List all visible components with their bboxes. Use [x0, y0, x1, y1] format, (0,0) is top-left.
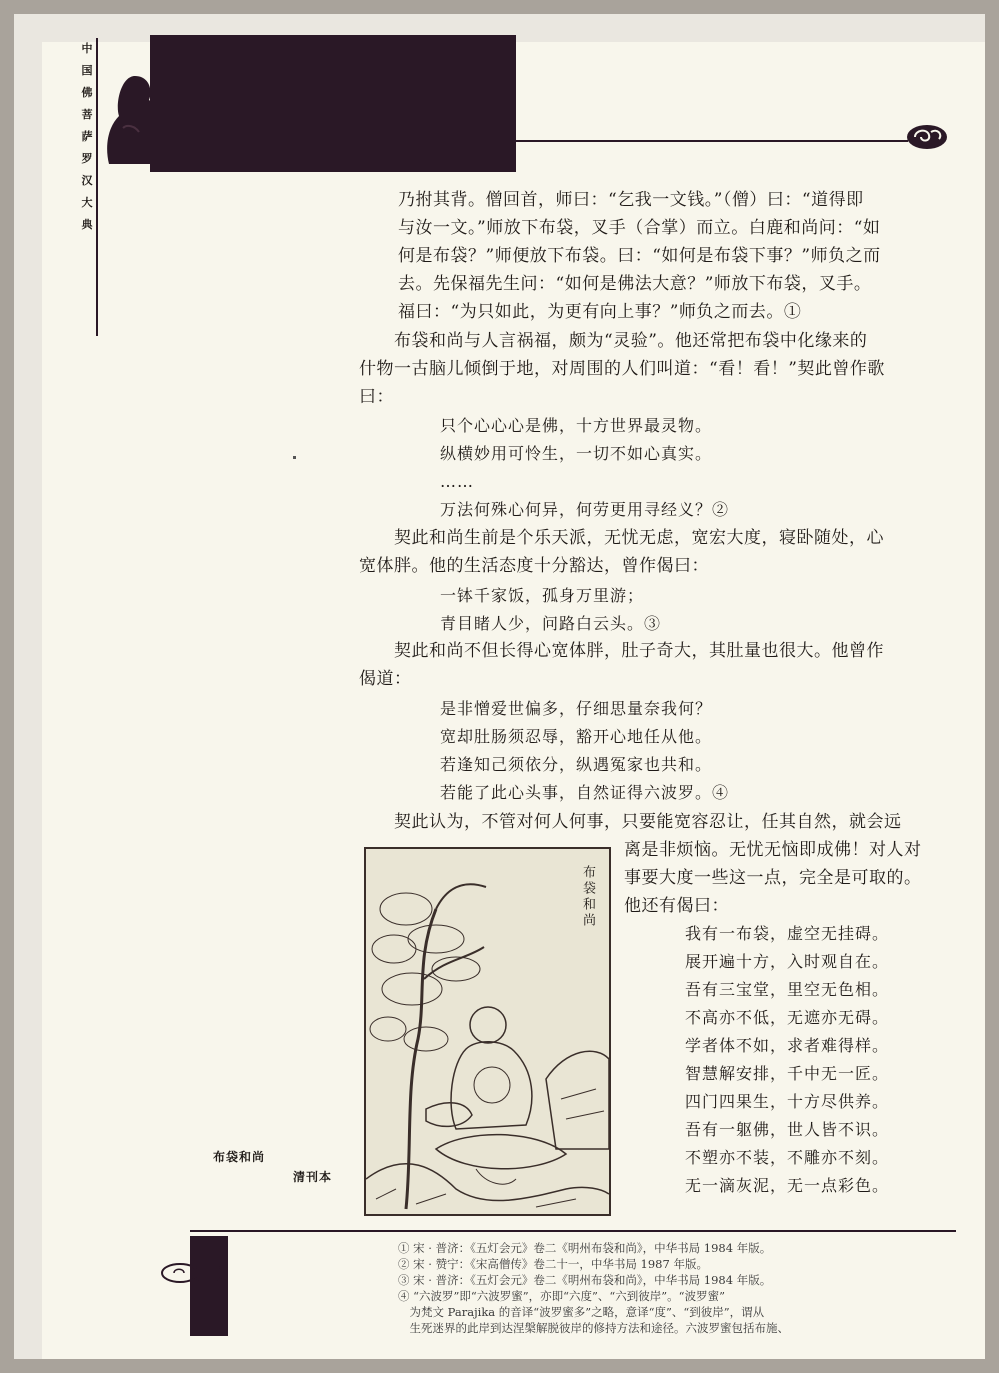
verse-cloth-bag: 我有一布袋，虚空无挂碍。 展开遍十方，入时观自在。 吾有三宝堂，里空无色相。 不高亦不低，无遮亦无碍。 学者体不如，求者难得样。 智慧解安排，千中无一匠。 四门四果生，十方尽供养。 吾有一躯佛，世人皆不识。 不塑亦不装，不雕亦不刻。 无一滴灰泥，无一点彩色。 — [685, 924, 890, 1195]
header-dark-block — [150, 35, 516, 172]
footnote-dark-bar — [190, 1236, 228, 1336]
footnote-4: ④ “六波罗”即“六波罗蜜”，亦即“六度”、“六到彼岸”。“波罗蜜” — [398, 1289, 725, 1303]
footnote-2: ② 宋 · 赞宁：《宋高僧传》卷二十一，中华书局 1987 年版。 — [398, 1257, 708, 1271]
book-series-title: 中 国 佛 菩 萨 罗 汉 大 典 — [81, 42, 93, 231]
illustration-title: 布袋和尚 — [580, 865, 595, 929]
side-rule — [96, 38, 98, 336]
cloud-ornament-icon — [905, 122, 949, 152]
header-rule — [516, 140, 908, 142]
footnote-3: ③ 宋 · 普济：《五灯会元》卷二《明州布袋和尚》，中华书局 1984 年版。 — [398, 1273, 772, 1287]
budai-woodcut-illustration — [364, 847, 611, 1216]
footnote-1: ① 宋 · 普济：《五灯会元》卷二《明州布袋和尚》，中华书局 1984 年版。 — [398, 1241, 772, 1255]
paragraph-conclusion: 契此认为，不管对何人何事，只要能宽容忍让，任其自然，就会远 — [359, 812, 902, 832]
footnotes — [398, 1240, 958, 1336]
footnote-4-cont2: 生死迷界的此岸到达涅槃解脱彼岸的修持方法和途径。六波罗蜜包括布施、 — [398, 1321, 789, 1335]
footnote-4-cont: 为梵文 Parajika 的音译“波罗蜜多”之略，意译“度”、“到彼岸”，谓从 — [398, 1305, 765, 1319]
paragraph-conclusion-wrap: 离是非烦恼。无忧无恼即成佛！对人对 事要大度一些这一点，完全是可取的。 他还有偈曰： — [624, 840, 922, 916]
speck — [293, 456, 296, 459]
verse-bowl: 一钵千家饭，孤身万里游； 青目睹人少，问路白云头。③ — [440, 586, 662, 633]
illustration-caption: 布袋和尚 — [213, 1150, 266, 1164]
footnote-cloud-ornament-icon — [160, 1262, 230, 1284]
paragraph-tolerance: 契此和尚不但长得心宽体胖，肚子奇大，其肚量也很大。他曾作 偈道： — [359, 641, 884, 689]
budai-drawing — [366, 849, 609, 1214]
footnote-rule — [190, 1230, 956, 1232]
verse-belly: 是非憎爱世偏多，仔细思量奈我何？ 宽却肚肠须忍辱，豁开心地任从他。 若逢知己须依分，纵遇冤家也共和。 若能了此心头事，自然证得六波罗。④ — [440, 699, 730, 802]
verse-song: 只个心心心是佛，十方世界最灵物。 纵横妙用可怜生，一切不如心真实。 …… 万法何殊心何异，何劳更用寻经义？② — [440, 416, 730, 519]
paragraph-optimist: 契此和尚生前是个乐天派，无忧无虑，宽宏大度，寝卧随处，心 宽体胖。他的生活态度十分豁达，曾作偈曰： — [359, 528, 884, 576]
illustration-edition: 清刊本 — [293, 1170, 333, 1184]
paragraph-fortune: 布袋和尚与人言祸福，颇为“灵验”。他还常把布袋中化缘来的 什物一古脑儿倾倒于地，对周围的人们叫道：“看！看！”契此曾作歌 曰： — [359, 331, 885, 407]
paragraph-continued: 乃拊其背。僧回首，师曰：“乞我一文钱。”（僧）曰：“道得即 与汝一文。”师放下布袋，叉手（合掌）而立。白鹿和尚问：“如 何是布袋？”师便放下布袋。曰：“如何是布袋下事？”师负之而 去。先保福先生问：“如何是佛法大意？”师放下布袋，叉手。 福曰：“为只如此，为更有向上事？”师负之而去。① — [398, 190, 881, 322]
